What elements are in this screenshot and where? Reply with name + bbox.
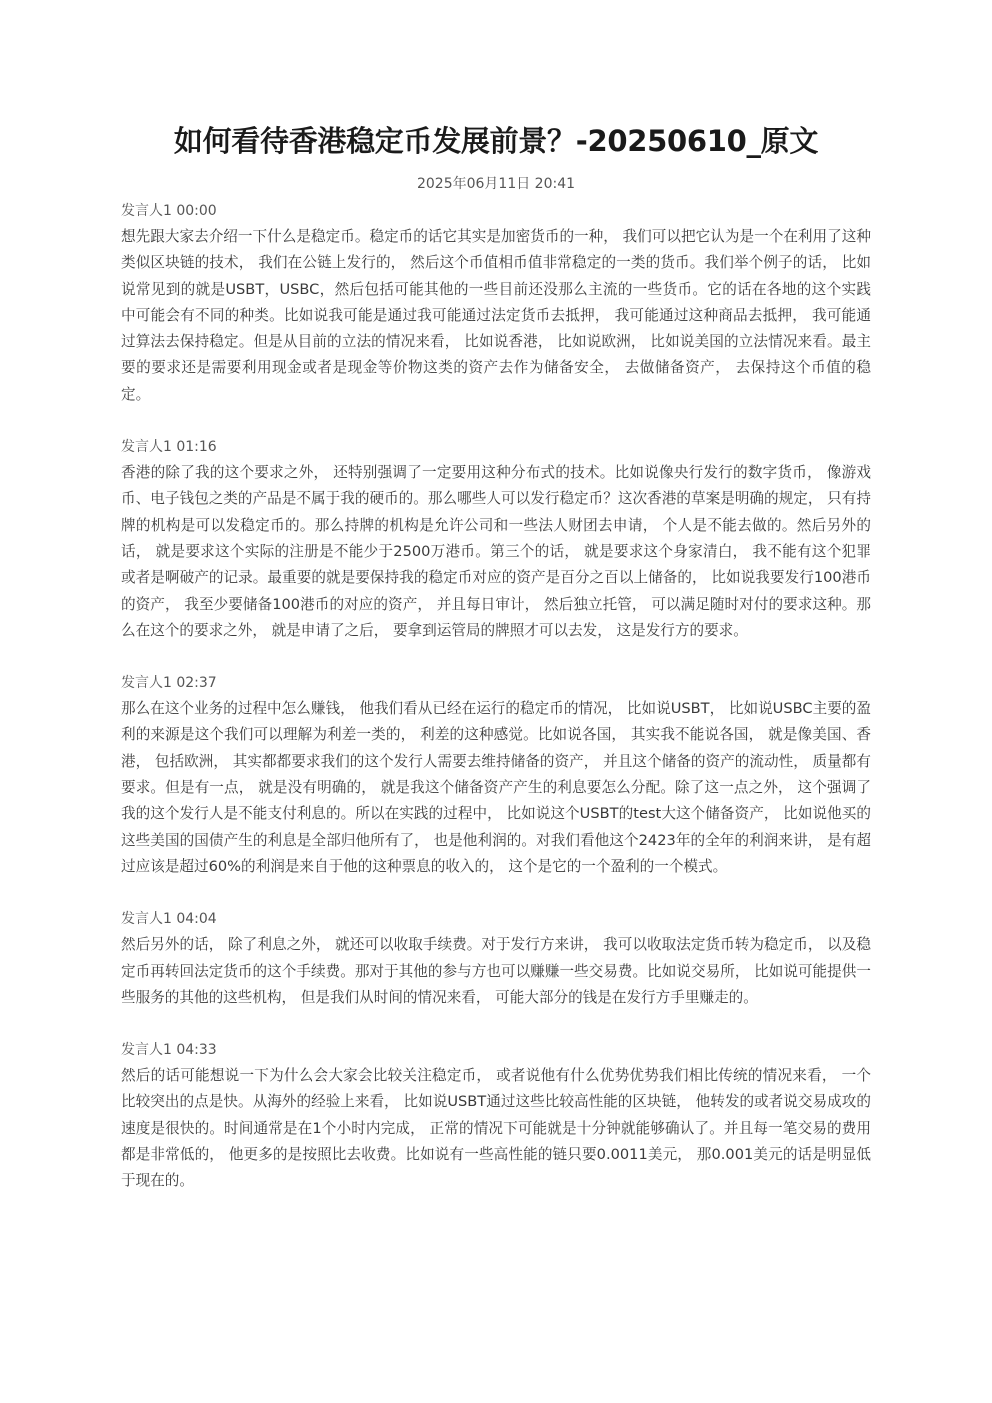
transcript	[121, 198, 871, 1221]
segment-text: 那么在这个业务的过程中怎么赚钱， 他我们看从已经在运行的稳定币的情况， 比如说USBT， 比如说USBC主要的盈利的来源是这个我们可以理解为利差一类的， 利差的这种感觉。比如说各国， 其实我不能说各国， 就是像美国、香港， 包括欧洲， 其实都都要求我们的这个发行人需要去维持储备的资产， 并且这个储备的资产的流动性， 质量都有要求。但是有一点， 就是没有明确的， 就是我这个储备资产产生的利息要怎么分配。除了这一点之外， 这个强调了我的这个发行人是不能支付利息的。所以在实践的过程中， 比如说这个USBT的test大这个储备资产， 比如说他买的这些美国的国债产生的利息是全部归他所有了， 也是他利润的。对我们看他这个2423年的全年的利润来讲， 是有超过应该是超过60%的利润是来自于他的这种票息的收入的， 这个是它的一个盈利的一个模式。	[121, 700, 871, 875]
transcript-segment	[121, 198, 871, 408]
speaker-timestamp: 发言人1 00:00	[121, 203, 217, 219]
transcript-segment	[121, 906, 871, 1011]
document-date: 2025年06月11日 20:41	[416, 176, 576, 192]
speaker-timestamp: 发言人1 04:33	[121, 1042, 217, 1059]
segment-text: 香港的除了我的这个要求之外， 还特别强调了一定要用这种分布式的技术。比如说像央行发行的数字货币， 像游戏币、电子钱包之类的产品是不属于我的硬币的。那么哪些人可以发行稳定币？这次香港的草案是明确的规定， 只有持牌的机构是可以发稳定币的。那么持牌的机构是允许公司和一些法人财团去申请， 个人是不能去做的。然后另外的话， 就是要求这个实际的注册是不能少于2500万港币。第三个的话， 就是要求这个身家清白， 我不能有这个犯罪或者是啊破产的记录。最重要的就是要保持我的稳定币对应的资产是百分之百以上储备的， 比如说我要发行100港币的资产， 我至少要储备100港币的对应的资产， 并且每日审计， 然后独立托管， 可以满足随时对付的要求这种。那么在这个的要求之外， 就是申请了之后， 要拿到运管局的牌照才可以去发， 这是发行方的要求。	[121, 464, 871, 639]
transcript-segment	[121, 434, 871, 644]
segment-text: 然后另外的话， 除了利息之外， 就还可以收取手续费。对于发行方来讲， 我可以收取法定货币转为稳定币， 以及稳定币再转回法定货币的这个手续费。那对于其他的参与方也可以赚赚一些交易费。比如说交易所， 比如说可能提供一些服务的其他的这些机构， 但是我们从时间的情况来看， 可能大部分的钱是在发行方手里赚走的。	[121, 936, 871, 1006]
speaker-timestamp: 发言人1 04:04	[121, 911, 217, 928]
transcript-segment	[121, 1037, 871, 1194]
speaker-timestamp: 发言人1 01:16	[121, 439, 217, 456]
segment-text: 想先跟大家去介绍一下什么是稳定币。稳定币的话它其实是加密货币的一种， 我们可以把它认为是一个在利用了这种类似区块链的技术， 我们在公链上发行的， 然后这个币值相币值非常稳定的一类的货币。我们举个例子的话， 比如说常见到的就是USBT，USBC，然后包括可能其他的一些目前还没那么主流的一些货币。它的话在各地的这个实践中可能会有不同的种类。比如说我可能是通过我可能通过法定货币去抵押， 我可能通过这种商品去抵押， 我可能通过算法去保持稳定。但是从目前的立法的情况来看， 比如说香港， 比如说欧洲， 比如说美国的立法情况来看。最主要的要求还是需要利用现金或者是现金等价物这类的资产去作为储备安全， 去做储备资产， 去保持这个币值的稳定。	[121, 228, 871, 403]
page-title: 如何看待香港稳定币发展前景？-20250610_原文	[173, 124, 819, 158]
speaker-timestamp: 发言人1 02:37	[121, 675, 217, 692]
transcript-segment	[121, 670, 871, 880]
segment-text: 然后的话可能想说一下为什么会大家会比较关注稳定币， 或者说他有什么优势优势我们相比传统的情况来看， 一个比较突出的点是快。从海外的经验上来看， 比如说USBT通过这些比较高性能的区块链， 他转发的或者说交易成攻的速度是很快的。时间通常是在1个小时内完成， 正常的情况下可能就是十分钟就能够确认了。并且每一笔交易的费用都是非常低的， 他更多的是按照比去收费。比如说有一些高性能的链只要0.0011美元， 那0.001美元的话是明显低于现在的。	[121, 1067, 871, 1190]
